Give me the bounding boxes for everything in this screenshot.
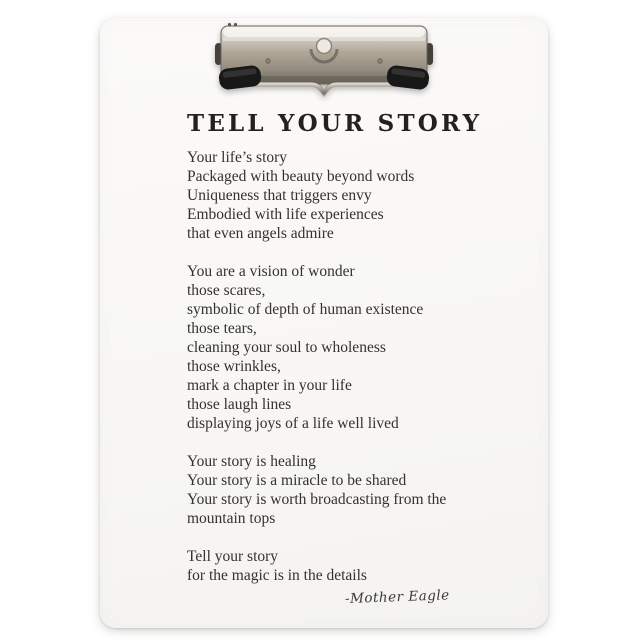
clip-graphic [214, 23, 434, 101]
poem-line: for the magic is in the details [187, 567, 367, 584]
poem-line: displaying joys of a life well lived [187, 415, 399, 432]
poem-line: Your story is healing [187, 453, 316, 470]
poem-line: symbolic of depth of human existence [187, 301, 424, 318]
poem [187, 110, 517, 607]
clip-hang-hole [317, 39, 332, 54]
poem-line: that even angels admire [187, 225, 334, 242]
clip-highlight [223, 27, 425, 37]
poem-line: mountain tops [187, 510, 276, 527]
poem-line: Uniqueness that triggers envy [187, 187, 372, 204]
poem-stanza [187, 452, 517, 528]
clip-wire [236, 84, 412, 93]
clip-rivet-right [378, 59, 383, 64]
poem-line: Your life’s story [187, 149, 288, 166]
poem-line: those tears, [187, 320, 257, 337]
poem-stanza [187, 262, 517, 433]
poem-line: those laugh lines [187, 396, 292, 413]
clipboard-board [100, 18, 548, 628]
poem-line: cleaning your soul to wholeness [187, 339, 386, 356]
poem-line: Packaged with beauty beyond words [187, 168, 415, 185]
poem-signature: -Mother Eagle [344, 587, 450, 607]
poem-line: Embodied with life experiences [187, 206, 384, 223]
poem-line: Tell your story [187, 548, 279, 565]
poem-stanza [187, 148, 517, 243]
poem-body [187, 148, 517, 585]
poem-title: TELL YOUR STORY [187, 110, 483, 137]
poem-line: those wrinkles, [187, 358, 281, 375]
poem-line: Your story is worth broadcasting from the [187, 491, 447, 508]
clipboard-clip [214, 23, 434, 101]
clip-rivet-left [266, 59, 271, 64]
poem-line: You are a vision of wonder [187, 263, 355, 280]
poem-line: mark a chapter in your life [187, 377, 352, 394]
poem-stanza [187, 547, 517, 585]
poem-line: Your story is a miracle to be shared [187, 472, 407, 489]
poem-line: those scares, [187, 282, 266, 299]
